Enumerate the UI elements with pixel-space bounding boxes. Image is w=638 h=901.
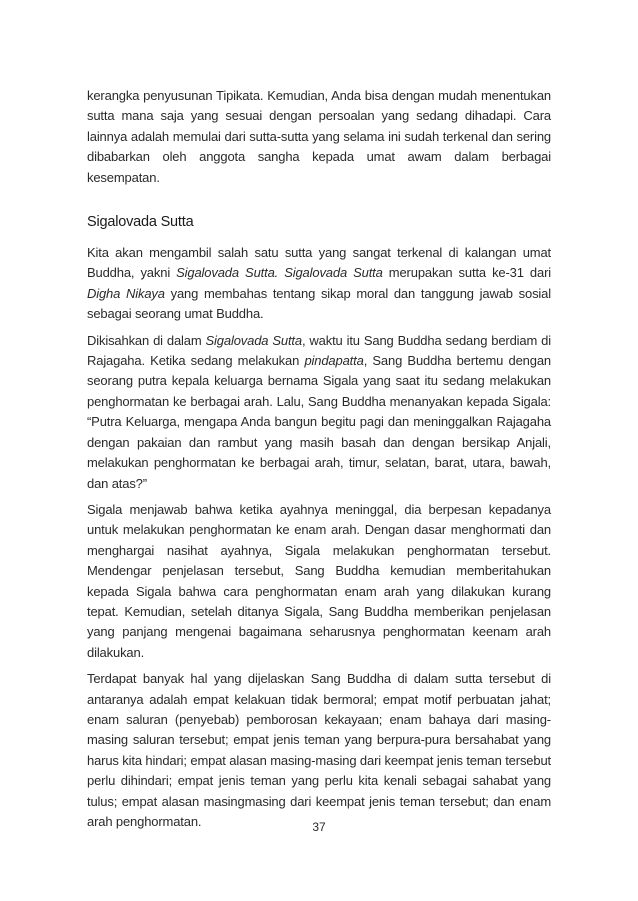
text-segment: Kita akan mengambil salah satu sutta yang sangat terkenal di kalangan umat Buddha, yakni (87, 245, 551, 281)
paragraph-story (87, 331, 551, 494)
text-segment: kerangka penyusunan Tipikata. Kemudian, Anda bisa dengan mudah menentukan sutta mana saja yang sesuai dengan persoalan yang sedang dihadapi. Cara lainnya adalah memulai dari sutta-sutta yang selama ini sudah terkenal dan sering dibabarkan oleh anggota sangha kepada umat awam dalam berbagai kesempatan. (87, 88, 551, 185)
italic-term: Sigalovada Sutta. (176, 265, 279, 281)
italic-term: Digha Nikaya (87, 285, 165, 301)
italic-term: Sigalovada Sutta (284, 265, 383, 281)
page-body (87, 86, 551, 832)
page-number: 37 (312, 820, 326, 834)
paragraph-sutta-intro (87, 243, 551, 325)
text-segment: , Sang Buddha bertemu dengan seorang putra kepala keluarga bernama Sigala yang saat itu sedang melakukan penghormatan ke berbagai arah. Lalu, Sang Buddha menanyakan kepada Sigala: “Putra Keluarga, mengapa Anda bangun begitu pagi dan meninggalkan Rajagaha dengan pakaian dan rambut yang masih basah dan dengan bersikap Anjali, melakukan penghormatan ke berbagai arah, timur, selatan, barat, utara, bawah, dan atas?” (87, 353, 551, 491)
italic-term: pindapatta (304, 353, 364, 369)
paragraph-sigala-answer (87, 500, 551, 663)
italic-term: Sigalovada Sutta (205, 332, 302, 348)
paragraph-summary (87, 669, 551, 832)
text-segment: Sigala menjawab bahwa ketika ayahnya meninggal, dia berpesan kepadanya untuk melakukan penghormatan ke enam arah. Dengan dasar menghormati dan menghargai nasihat ayahnya, Sigala melakukan penghormatan tersebut. Mendengar penjelasan tersebut, Sang Buddha kemudian memberitahukan kepada Sigala bahwa cara penghormatan enam arah yang dilakukan kurang tepat. Kemudian, setelah ditanya Sigala, Sang Buddha memberikan penjelasan yang panjang mengenai bagaimana seharusnya penghormatan keenam arah dilakukan. (87, 501, 551, 660)
text-segment: Dikisahkan di dalam (87, 332, 206, 348)
section-heading: Sigalovada Sutta (87, 214, 194, 231)
text-segment: yang membahas tentang sikap moral dan tanggung jawab sosial sebagai seorang umat Buddha. (87, 285, 551, 322)
text-segment: merupakan sutta ke-31 dari (382, 265, 551, 281)
text-segment: , waktu itu Sang Buddha sedang berdiam di Rajagaha. Ketika sedang melakukan (87, 332, 551, 369)
paragraph-intro-continuation (87, 86, 551, 188)
text-segment: Terdapat banyak hal yang dijelaskan Sang Buddha di dalam sutta tersebut di antaranya adalah empat kelakuan tidak bermoral; empat motif perbuatan jahat; enam saluran (penyebab) pemborosan kekayaan; enam bahaya dari masing-masing saluran tersebut; empat jenis teman yang berpura-pura bersahabat yang harus kita hindari; empat alasan masing-masing dari keempat jenis teman tersebut perlu dihindari; empat jenis teman yang perlu kita kenali sebagai sahabat yang tulus; empat alasan masingmasing dari keempat jenis teman tersebut; dan enam arah penghormatan. (87, 671, 551, 829)
